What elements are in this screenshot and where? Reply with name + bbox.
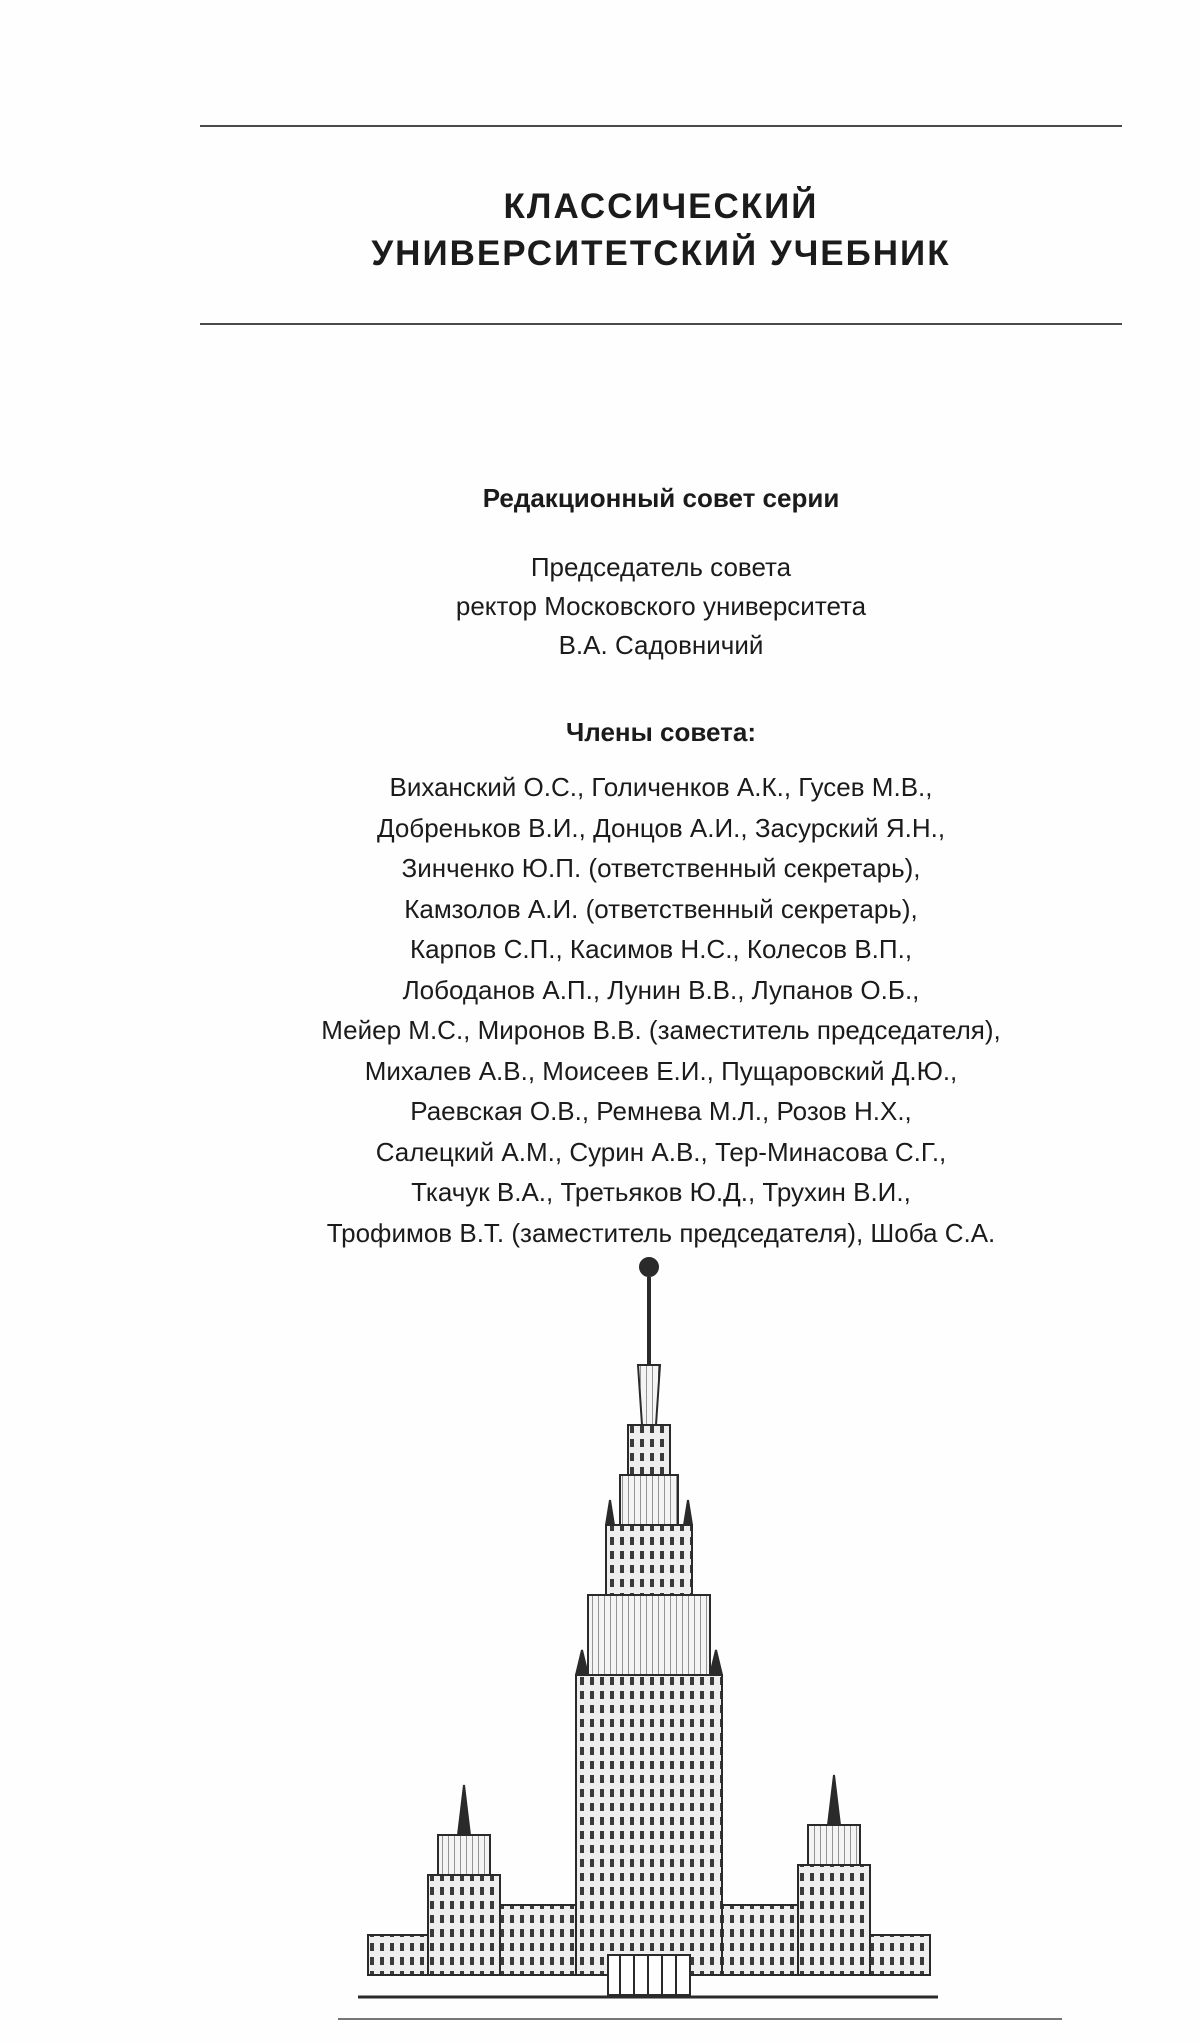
university-building-icon (358, 1255, 938, 2017)
series-title-line-2: УНИВЕРСИТЕТСКИЙ УЧЕБНИК (371, 234, 951, 273)
members-list (170, 767, 1152, 1253)
members-line: Трофимов В.Т. (заместитель председателя), Шоба С.А. (326, 1217, 996, 1248)
members-line: Камзолов А.И. (ответственный секретарь), (404, 893, 918, 924)
members-heading: Члены совета: (566, 717, 756, 747)
members-line: Салецкий А.М., Сурин А.В., Тер-Минасова С.Г., (375, 1136, 947, 1167)
members-line: Раевская О.В., Ремнева М.Л., Розов Н.Х., (410, 1096, 912, 1126)
board-heading: Редакционный совет серии (482, 483, 840, 513)
chair-line-3: В.А. Садовничий (558, 630, 764, 660)
members-line: Карпов С.П., Касимов Н.С., Колесов В.П., (409, 934, 913, 964)
members-line: Добреньков В.И., Донцов А.И., Засурский Я.Н., (376, 812, 946, 843)
board-chair (170, 548, 1152, 665)
members-line: Лободанов А.П., Лунин В.В., Лупанов О.Б., (402, 974, 920, 1005)
series-title-line-1: КЛАССИЧЕСКИЙ (503, 187, 819, 226)
members-line: Ткачук В.А., Третьяков Ю.Д., Трухин В.И., (411, 1177, 911, 1207)
members-line: Михалев А.В., Моисеев Е.И., Пущаровский Д.Ю., (364, 1055, 958, 1086)
members-line: Виханский О.С., Голиченков А.К., Гусев М.В., (389, 772, 933, 802)
members-line: Мейер М.С., Миронов В.В. (заместитель председателя), (321, 1015, 1001, 1045)
chair-line-1: Председатель совета (530, 552, 792, 582)
series-title (200, 183, 1122, 277)
members-line: Зинченко Ю.П. (ответственный секретарь), (401, 853, 921, 883)
chair-line-2: ректор Московского университета (455, 591, 867, 621)
editorial-board (170, 480, 1152, 1253)
bottom-rule (338, 2018, 1062, 2020)
middle-rule (200, 323, 1122, 325)
top-rule (200, 125, 1122, 127)
